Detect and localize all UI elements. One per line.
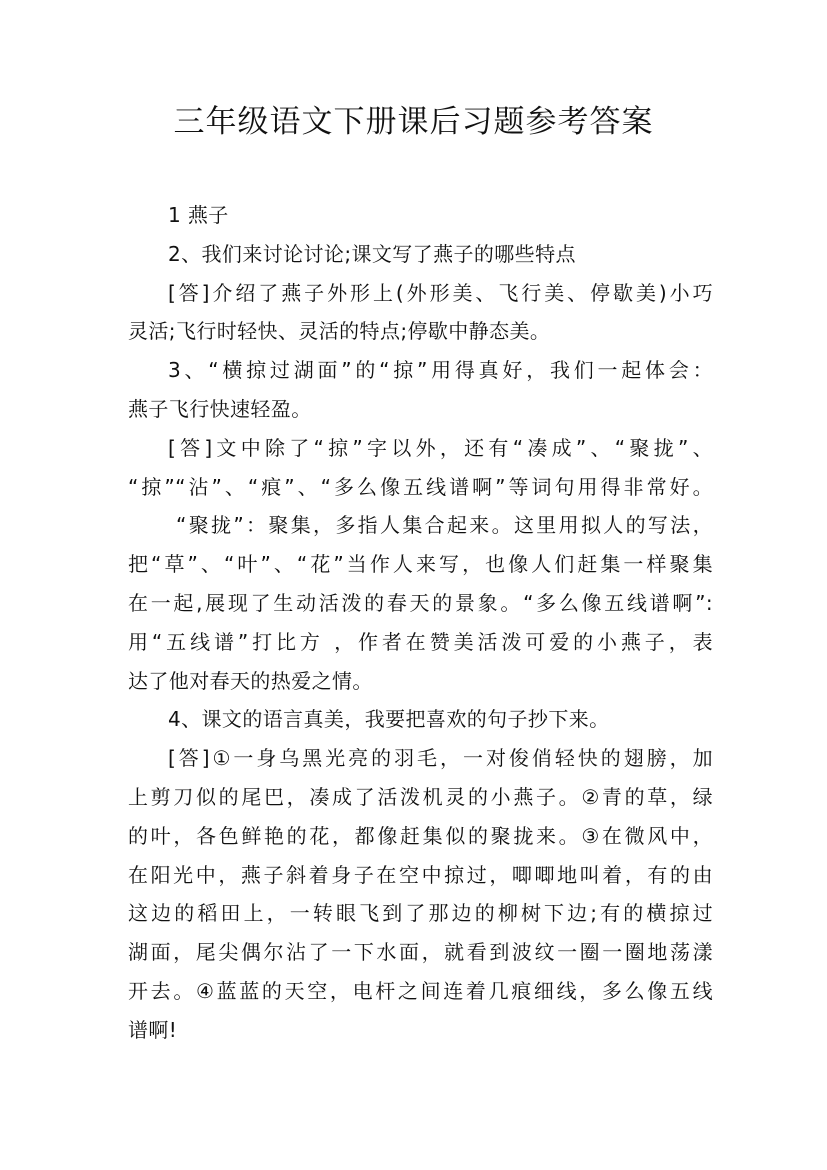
answer-4-line-6: 湖面，尾尖偶尔沾了一下水面，就看到波纹一圈一圈地荡漾 (128, 940, 713, 965)
answer-4-line-7: 开去。④蓝蓝的天空，电杆之间连着几痕细线，多么像五线 (128, 978, 713, 1003)
answer-4-line-2: 上剪刀似的尾巴，凑成了活泼机灵的小燕子。②青的草，绿 (128, 784, 713, 809)
document-body (128, 196, 713, 1050)
answer-2-line-1: [答]介绍了燕子外形上(外形美、飞行美、停歇美)小巧 (168, 280, 713, 305)
explanation-line-3: 在一起,展现了生动活泼的春天的景象。“多么像五线谱啊”: (128, 590, 713, 615)
explanation-line-1: “聚拢”：聚集，多指人集合起来。这里用拟人的写法， (176, 513, 713, 538)
answer-4-line-3: 的叶，各色鲜艳的花，都像赶集似的聚拢来。③在微风中， (128, 823, 713, 848)
answer-4-line-4: 在阳光中，燕子斜着身子在空中掠过，唧唧地叫着，有的由 (128, 862, 713, 887)
answer-2-line-2: 灵活;飞行时轻快、灵活的特点;停歇中静态美。 (128, 319, 551, 344)
explanation-line-2: 把“草”、“叶”、“花”当作人来写，也像人们赶集一样聚集 (128, 552, 713, 577)
answer-3-line-1: [答]文中除了“掠”字以外，还有“凑成”、“聚拢”、 (168, 435, 713, 460)
question-3-line-1: 3、“横掠过湖面”的“掠”用得真好，我们一起体会： (168, 358, 713, 383)
question-4: 4、课文的语言真美，我要把喜欢的句子抄下来。 (168, 707, 610, 732)
answer-3-line-2: “掠”“沾”、“痕”、“多么像五线谱啊”等词句用得非常好。 (128, 474, 713, 499)
question-2: 2、我们来讨论讨论;课文写了燕子的哪些特点 (168, 241, 576, 266)
section-heading-1: 1 燕子 (168, 203, 229, 227)
answer-4-line-5: 这边的稻田上，一转眼飞到了那边的柳树下边;有的横掠过 (128, 901, 713, 926)
answer-4-line-1: [答]①一身乌黑光亮的羽毛，一对俊俏轻快的翅膀，加 (168, 746, 713, 771)
document-title: 三年级语文下册课后习题参考答案 (173, 104, 654, 140)
explanation-line-5: 达了他对春天的热爱之情。 (128, 668, 373, 693)
explanation-line-4: 用“五线谱”打比方 ，作者在赞美活泼可爱的小燕子，表 (128, 629, 713, 654)
answer-4-line-8: 谱啊! (128, 1017, 178, 1042)
question-3-line-2: 燕子飞行快速轻盈。 (128, 396, 312, 421)
